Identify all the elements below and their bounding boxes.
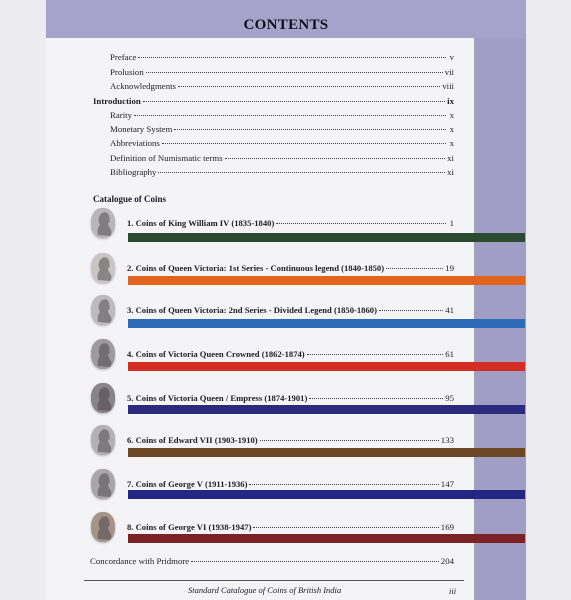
victoria-empress-coin-icon — [91, 383, 115, 413]
entry-label: Bibliography — [110, 167, 157, 177]
victoria-divided-legend-coin-icon — [91, 295, 115, 325]
entry-label: Concordance with Pridmore — [90, 556, 190, 566]
entry-label: Prolusion — [110, 67, 144, 77]
entry-page-number: viii — [442, 81, 454, 91]
dot-leader — [307, 354, 444, 355]
chapter-color-bar — [128, 448, 525, 457]
chapter-entry — [127, 479, 454, 489]
victoria-crowned-coin-icon — [91, 339, 115, 369]
chapter-page-number: 1 — [449, 218, 454, 228]
toc-entry — [110, 167, 454, 177]
dot-leader — [276, 223, 446, 224]
page-title: CONTENTS — [243, 17, 329, 33]
entry-label: Rarity — [110, 110, 132, 120]
toc-entry — [110, 138, 454, 148]
chapter-color-bar — [128, 233, 525, 242]
chapter-page-number: 133 — [440, 435, 454, 445]
dot-leader — [249, 484, 438, 485]
concordance-entry — [90, 556, 454, 566]
dot-leader — [253, 527, 438, 528]
entry-label: Introduction — [93, 96, 141, 106]
chapter-color-bar — [128, 276, 525, 285]
george-vi-coin-icon — [91, 512, 115, 542]
dot-leader — [174, 129, 446, 130]
entry-page-number: ix — [447, 96, 454, 106]
chapter-entry — [127, 305, 454, 315]
chapter-entry — [127, 435, 454, 445]
william-iv-coin-icon — [91, 208, 115, 238]
dot-leader — [379, 310, 443, 311]
chapter-label: 4. Coins of Victoria Queen Crowned (1862-1874) — [127, 349, 305, 359]
dot-leader — [386, 268, 443, 269]
entry-page-number: vii — [444, 67, 454, 77]
chapter-page-number: 61 — [445, 349, 454, 359]
entry-page-number: v — [449, 52, 454, 62]
dot-leader — [138, 57, 446, 58]
chapter-entry — [127, 522, 454, 532]
entry-page-number: x — [449, 138, 454, 148]
george-v-coin-icon — [91, 469, 115, 499]
toc-entry — [110, 67, 454, 77]
toc-entry — [110, 124, 454, 134]
entry-page-number: xi — [447, 167, 454, 177]
chapter-label: 3. Coins of Queen Victoria: 2nd Series - Divided Legend (1850-1860) — [127, 305, 377, 315]
chapter-entry — [127, 218, 454, 228]
chapter-entry — [127, 393, 454, 403]
entry-label: Definition of Numismatic terms — [110, 153, 223, 163]
chapter-label: 5. Coins of Victoria Queen / Empress (1874-1901) — [127, 393, 308, 403]
dot-leader — [260, 440, 439, 441]
chapter-page-number: 147 — [440, 479, 454, 489]
dot-leader — [143, 101, 445, 102]
chapter-entry — [127, 349, 454, 359]
dot-leader — [162, 143, 446, 144]
entry-page-number: x — [449, 124, 454, 134]
catalogue-heading: Catalogue of Coins — [93, 194, 167, 204]
chapter-label: 6. Coins of Edward VII (1903-1910) — [127, 435, 258, 445]
dot-leader — [178, 86, 440, 87]
dot-leader — [146, 72, 443, 73]
entry-label: Preface — [110, 52, 137, 62]
chapter-entry — [127, 263, 454, 273]
chapter-page-number: 169 — [440, 522, 454, 532]
toc-entry — [93, 96, 454, 106]
chapter-label: 2. Coins of Queen Victoria: 1st Series - Continuous legend (1840-1850) — [127, 263, 385, 273]
chapter-color-bar — [128, 534, 525, 543]
toc-entry — [110, 52, 454, 62]
chapter-color-bar — [128, 405, 525, 414]
dot-leader — [158, 172, 445, 173]
dot-leader — [309, 398, 443, 399]
edward-vii-coin-icon — [91, 425, 115, 455]
chapter-color-bar — [128, 490, 525, 499]
entry-label: Acknowledgments — [110, 81, 176, 91]
dot-leader — [191, 561, 439, 562]
dot-leader — [225, 158, 446, 159]
chapter-page-number: 41 — [445, 305, 454, 315]
chapter-label: 8. Coins of George VI (1938-1947) — [127, 522, 252, 532]
footer-title: Standard Catalogue of Coins of British India — [188, 585, 342, 595]
chapter-color-bar — [128, 319, 525, 328]
victoria-continuous-legend-coin-icon — [91, 253, 115, 283]
footer-page-number: iii — [449, 586, 457, 596]
chapter-page-number: 95 — [445, 393, 454, 403]
chapter-label: 7. Coins of George V (1911-1936) — [127, 479, 248, 489]
toc-entry — [110, 110, 454, 120]
entry-label: Monetary System — [110, 124, 173, 134]
chapter-color-bar — [128, 362, 525, 371]
toc-entry — [110, 81, 454, 91]
entry-page-number: 204 — [440, 556, 454, 566]
entry-page-number: xi — [447, 153, 454, 163]
dot-leader — [134, 115, 446, 116]
footer-rule — [84, 580, 464, 581]
chapter-page-number: 19 — [445, 263, 454, 273]
chapter-label: 1. Coins of King William IV (1835-1840) — [127, 218, 275, 228]
entry-label: Abbreviations — [110, 138, 160, 148]
toc-entry — [110, 153, 454, 163]
entry-page-number: x — [449, 110, 454, 120]
